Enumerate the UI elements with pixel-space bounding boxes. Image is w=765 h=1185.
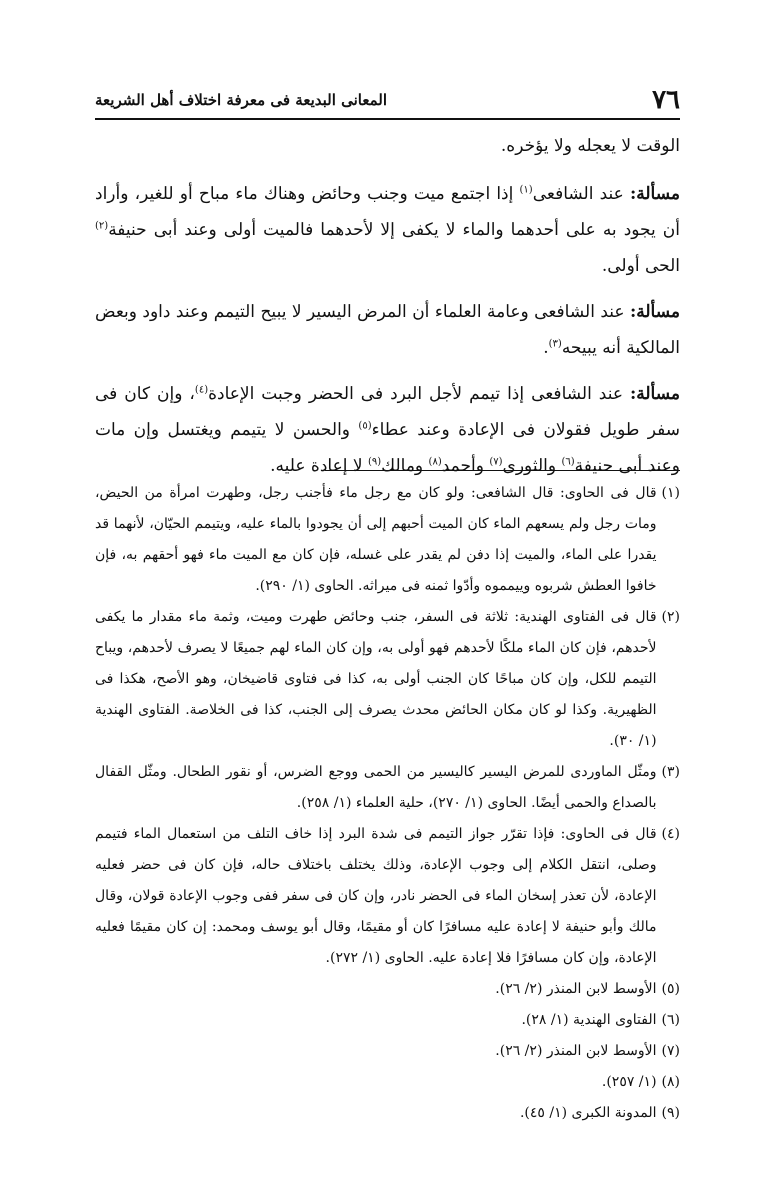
paragraph-opening [95,128,680,164]
footnote-text: قال فى الحاوى: فإذا تقرّر جواز التيمم فى شدة البرد إذا خاف التلف من استعمال الماء فتيمم وصلى، انتقل الكلام إلى وجوب الإعادة، وذلك يختلف باختلاف حاله، فإن كان فى حضر فعليه الإعادة، لأن تعذر إسخان الماء فى الحضر نادر، وإن كان فى سفر ففى وجوب الإعادة قولان، وقال مالك وأبو حنيفة لا إعادة عليه مسافرًا كان أو مقيمًا، وقال أبو يوسف ومحمد: إن كان مقيمًا فعليه الإعادة، وإن كان مسافرًا فلا إعادة عليه. الحاوى (١/ ٢٧٢). [95,826,657,966]
paragraph-label: مسألة: [629,302,680,322]
paragraph-mas-ala-1 [95,176,680,284]
paragraph-text: ومالك [381,456,429,476]
paragraph-mas-ala-2 [95,294,680,366]
paragraph-text: عند الشافعى إذا تيمم لأجل البرد فى الحضر وجبت الإعادة [208,384,630,404]
paragraph-text: الحى أولى. [601,256,680,276]
footnote-text: (١/ ٢٥٧). [601,1074,657,1090]
footnote-text: الأوسط لابن المنذر (٢/ ٢٦). [495,981,657,997]
footnote-number: (٩) [661,1105,680,1121]
footnote-number: (٤) [661,826,680,842]
footnote-text: الأوسط لابن المنذر (٢/ ٢٦). [495,1043,657,1059]
footnote-ref: (٣) [548,338,562,350]
footnote-number: (٦) [661,1012,680,1028]
footnote-ref: (٩) [367,456,382,468]
paragraph-label: مسألة: [629,384,680,404]
footnote-number: (٥) [661,981,680,997]
footnotes [95,478,680,1129]
footnote-1 [95,478,680,602]
paragraph-text: والحسن لا يتيمم ويغتسل وإن مات وعند أبى حنيفة [95,420,680,476]
footnote-7 [95,1036,680,1067]
footnote-ref: (٨) [428,456,442,468]
footnote-ref: (٤) [194,384,209,396]
footnote-6 [95,1005,680,1036]
paragraph-text: الوقت لا يعجله ولا يؤخره. [500,136,680,156]
footnote-number: (٣) [661,764,680,780]
footnote-ref: (٦) [561,456,575,468]
footnote-ref: (٥) [358,420,372,432]
paragraph-text: لا إعادة عليه. [270,456,368,476]
footnote-number: (١) [661,485,680,501]
footnote-5 [95,974,680,1005]
footnote-ref: (٢) [95,220,109,232]
paragraph-label: مسألة: [629,184,681,204]
footnote-ref: (١) [519,184,533,196]
paragraph-text: عند الشافعى [532,184,630,204]
footnote-text: الفتاوى الهندية (١/ ٢٨). [521,1012,657,1028]
book-title: المعانى البديعة فى معرفة اختلاف أهل الشريعة [95,91,388,109]
footnote-number: (٢) [661,609,680,625]
footnote-3 [95,757,680,819]
paragraph-text: إذا اجتمع ميت وجنب وحائض وهناك ماء مباح أو للغير، وأراد أن يجود به على أحدهما والماء لا يكفى إلا لأحدهما فالميت أولى وعند أبى حنيفة [95,184,680,240]
footnote-8 [95,1067,680,1098]
footnote-text: المدونة الكبرى (١/ ٤٥). [519,1105,657,1121]
main-text [95,128,680,494]
footnote-text: قال فى الفتاوى الهندية: ثلاثة فى السفر، جنب وحائض طهرت وميت، وثمة ماء مقدار ما يكفى لأحدهم، فإن كان الماء ملكًا لأحدهم فهو أولى به، وإن كان الماء لهم جميعًا لا يصرف لأحدهم، ويباح التيمم للكل، وإن كان مباحًا كان الجنب أولى به، كذا فى فتاوى قاضيخان، وهو الأصح، هكذا فى الظهيرية. وكذا لو كان مكان الحائض محدث يصرف إلى الجنب، كذا فى الخلاصة. الفتاوى الهندية (١/ ٣٠). [95,609,657,749]
page-number: ٧٦ [652,85,680,115]
paragraph-text: ، وإن كان فى سفر طويل فقولان فى الإعادة وعند عطاء [95,384,680,440]
footnote-text: قال فى الحاوى: قال الشافعى: ولو كان مع رجل ماء فأجنب رجل، وطهرت امرأة من الحيض، ومات رجل ولم يسعهم الماء كان الميت أحبهم إلى أن يجودوا بالماء عليه، ويتيمم الحيّان، لأنهما قد يقدرا على الماء، والميت إذا دفن لم يقدر على غسله، فإن كان مع الميت ماء فهو أحقهم به، فإن خافوا العطش شربوه وييمموه وأدّوا ثمنه فى ميراثه. الحاوى (١/ ٢٩٠). [95,485,657,594]
footnote-text: ومثّل الماوردى للمرض اليسير كاليسير من الحمى ووجع الضرس، أو نقور الطحال. ومثّل القفال بالصداع والحمى أيضًا. الحاوى (١/ ٢٧٠)، حلية العلماء (١/ ٢٥٨). [95,764,657,811]
footnote-divider [325,470,680,471]
footnote-number: (٨) [661,1074,680,1090]
paragraph-text: والثورى [502,456,562,476]
footnote-number: (٧) [661,1043,680,1059]
footnote-ref: (٧) [489,456,503,468]
paragraph-mas-ala-3 [95,376,680,484]
footnote-2 [95,602,680,757]
running-header [95,82,680,120]
footnote-9 [95,1098,680,1129]
footnote-4 [95,819,680,974]
paragraph-text: عند الشافعى وعامة العلماء أن المرض اليسير لا يبيح التيمم وعند داود وبعض المالكية أنه يبيحه [95,302,680,358]
paragraph-text: . [543,338,549,358]
paragraph-text: وأحمد [441,456,490,476]
